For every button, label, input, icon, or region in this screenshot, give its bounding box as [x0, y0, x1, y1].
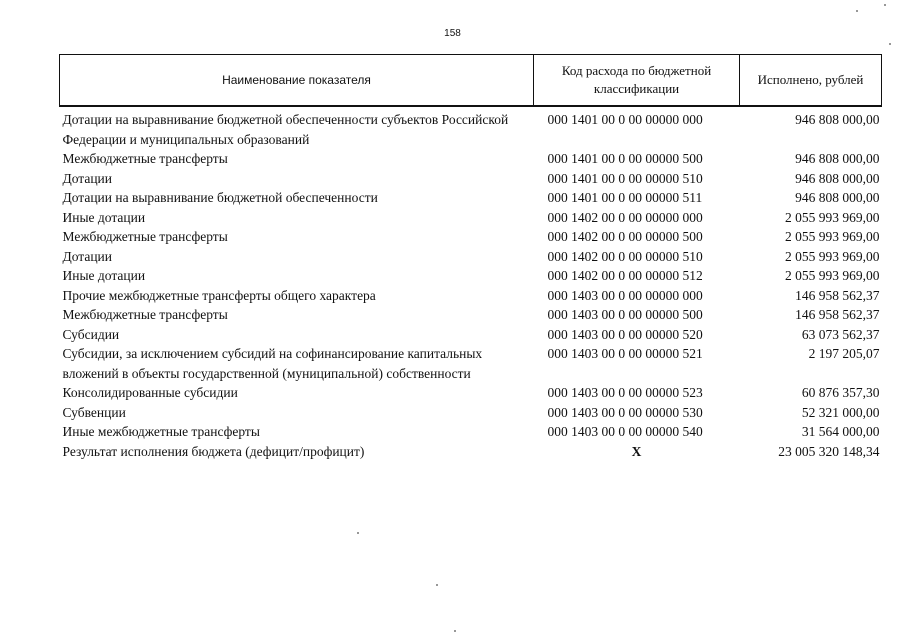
- row-name: Дотации: [62, 248, 113, 264]
- row-code: 000 1403 00 0 00 00000 521: [547, 346, 703, 361]
- row-code: 000 1403 00 0 00 00000 500: [547, 307, 703, 322]
- row-amount: 63 073 562,37: [801, 326, 880, 342]
- row-name: Межбюджетные трансферты: [62, 229, 228, 244]
- row-name: Прочие межбюджетные трансферты общего характера: [62, 287, 376, 303]
- row-amount: 946 808 000,00: [795, 190, 880, 205]
- row-name: Иные межбюджетные трансферты: [62, 424, 260, 439]
- table-header-row: [60, 55, 882, 107]
- row-name: Консолидированные субсидии: [62, 385, 238, 400]
- row-code: 000 1403 00 0 00 00000 530: [547, 404, 703, 420]
- row-code: 000 1402 00 0 00 00000 510: [547, 248, 703, 264]
- row-code: 000 1402 00 0 00 00000 000: [547, 209, 703, 225]
- table-row: [60, 305, 882, 325]
- result-row-name: Результат исполнения бюджета (дефицит/профицит): [62, 443, 365, 459]
- scan-speck: [357, 532, 359, 534]
- row-name: Дотации на выравнивание бюджетной обеспеченности: [62, 190, 378, 205]
- row-code: 000 1401 00 0 00 00000 510: [547, 170, 703, 186]
- row-amount: 52 321 000,00: [801, 404, 880, 420]
- row-name: Дотации: [62, 170, 113, 186]
- row-code: 000 1401 00 0 00 00000 511: [547, 190, 703, 205]
- row-code: 000 1403 00 0 00 00000 520: [547, 326, 703, 342]
- row-amount: 31 564 000,00: [801, 424, 880, 439]
- row-name: Субсидии, за исключением субсидий на софинансирование капитальных вложений в объекты государственной (муниципальной) собственности: [62, 346, 483, 381]
- scan-speck: [884, 4, 886, 6]
- row-amount: 946 808 000,00: [795, 170, 880, 186]
- scan-speck: [856, 10, 858, 12]
- row-amount: 2 055 993 969,00: [785, 248, 880, 264]
- table-row: [60, 169, 882, 189]
- row-name: Субсидии: [62, 326, 120, 342]
- table-row: [60, 247, 882, 267]
- table-row: [60, 325, 882, 345]
- row-amount: 146 958 562,37: [795, 307, 880, 322]
- row-name: Иные дотации: [62, 268, 146, 283]
- row-name: Дотации на выравнивание бюджетной обеспеченности субъектов Российской Федерации и муниципальных образований: [62, 112, 509, 147]
- row-code: 000 1401 00 0 00 00000 500: [547, 151, 703, 166]
- table-row: [60, 188, 882, 208]
- result-row: [60, 442, 882, 462]
- row-code: 000 1402 00 0 00 00000 512: [547, 268, 703, 283]
- row-amount: 2 197 205,07: [808, 346, 880, 361]
- table-row: [60, 227, 882, 247]
- table-row: [60, 106, 882, 149]
- header-expense-code: Код расхода по бюджетной классификации: [534, 55, 740, 107]
- row-amount: 146 958 562,37: [795, 287, 880, 303]
- row-code: 000 1401 00 0 00 00000 000: [547, 112, 703, 127]
- table-row: [60, 286, 882, 306]
- row-amount: 60 876 357,30: [801, 385, 880, 400]
- scan-speck: [436, 584, 438, 586]
- scan-speck: [454, 630, 456, 632]
- row-amount: 946 808 000,00: [795, 112, 880, 127]
- row-name: Иные дотации: [62, 209, 146, 225]
- table-row: [60, 266, 882, 286]
- row-code: 000 1403 00 0 00 00000 000: [547, 287, 703, 303]
- result-row-code: X: [631, 443, 642, 459]
- scan-speck: [889, 43, 891, 45]
- table-row: [60, 403, 882, 423]
- table-row: [60, 422, 882, 442]
- row-code: 000 1402 00 0 00 00000 500: [547, 229, 703, 244]
- row-code: 000 1403 00 0 00 00000 540: [547, 424, 703, 439]
- row-amount: 2 055 993 969,00: [785, 209, 880, 225]
- table-row: [60, 149, 882, 169]
- result-row-amount: 23 005 320 148,34: [778, 443, 880, 459]
- row-amount: 946 808 000,00: [795, 151, 880, 166]
- row-name: Межбюджетные трансферты: [62, 307, 228, 322]
- table-row: [60, 344, 882, 383]
- table-row: [60, 383, 882, 403]
- row-amount: 2 055 993 969,00: [785, 268, 880, 283]
- header-indicator-name: Наименование показателя: [60, 55, 534, 107]
- table-row: [60, 208, 882, 228]
- budget-execution-table: [59, 54, 882, 461]
- row-name: Межбюджетные трансферты: [62, 151, 228, 166]
- row-code: 000 1403 00 0 00 00000 523: [547, 385, 703, 400]
- row-name: Субвенции: [62, 404, 126, 420]
- row-amount: 2 055 993 969,00: [785, 229, 880, 244]
- header-executed-amount: Исполнено, рублей: [740, 55, 882, 107]
- page-number: 158: [444, 28, 461, 39]
